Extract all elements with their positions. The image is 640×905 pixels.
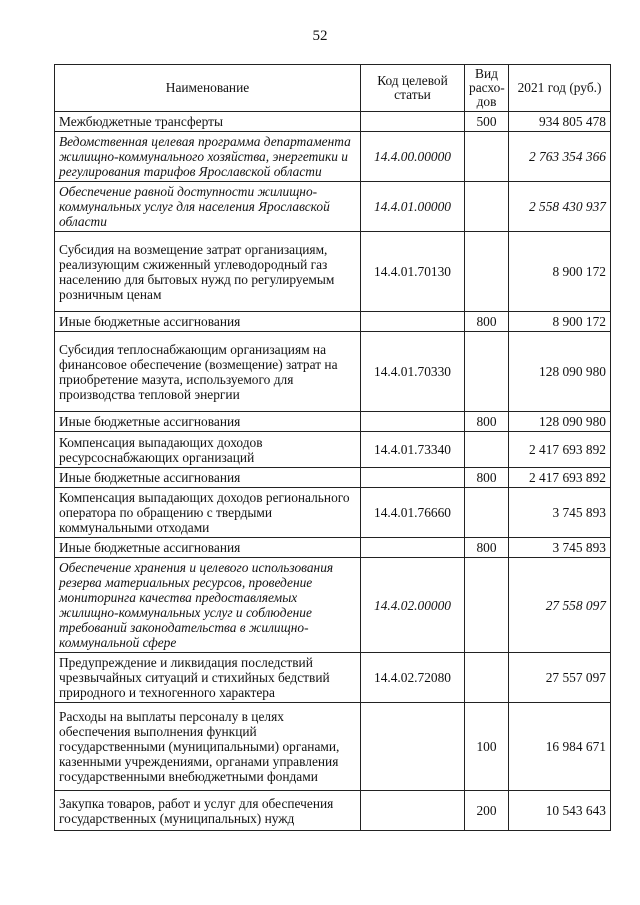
table-row <box>55 468 611 488</box>
cell-code: 14.4.01.00000 <box>361 182 465 232</box>
cell-name: Закупка товаров, работ и услуг для обеспечения государственных (муниципальных) нужд <box>55 791 361 831</box>
cell-kind: 800 <box>465 412 509 432</box>
budget-table <box>54 64 611 831</box>
table-row <box>55 558 611 653</box>
cell-name: Предупреждение и ликвидация последствий чрезвычайных ситуаций и стихийных бедствий природного и техногенного характера <box>55 653 361 703</box>
cell-amount: 3 745 893 <box>509 538 611 558</box>
table-row <box>55 488 611 538</box>
cell-code: 14.4.00.00000 <box>361 132 465 182</box>
cell-name: Иные бюджетные ассигнования <box>55 538 361 558</box>
cell-kind: 500 <box>465 112 509 132</box>
cell-amount: 27 557 097 <box>509 653 611 703</box>
cell-amount: 8 900 172 <box>509 232 611 312</box>
cell-code <box>361 791 465 831</box>
cell-kind <box>465 488 509 538</box>
table-row <box>55 791 611 831</box>
cell-code <box>361 412 465 432</box>
table-row <box>55 182 611 232</box>
cell-name: Компенсация выпадающих доходов регионального оператора по обращению с твердыми коммунальными отходами <box>55 488 361 538</box>
cell-amount: 128 090 980 <box>509 412 611 432</box>
cell-name: Ведомственная целевая программа департамента жилищно-коммунального хозяйства, энергетики и регулирования тарифов Ярославской области <box>55 132 361 182</box>
cell-kind <box>465 132 509 182</box>
cell-name: Компенсация выпадающих доходов ресурсоснабжающих организаций <box>55 432 361 468</box>
cell-code <box>361 468 465 488</box>
cell-code: 14.4.01.70130 <box>361 232 465 312</box>
cell-code: 14.4.02.72080 <box>361 653 465 703</box>
table-header-row <box>55 65 611 112</box>
header-code: Код целевой статьи <box>361 65 465 112</box>
cell-code: 14.4.01.70330 <box>361 332 465 412</box>
cell-code: 14.4.02.00000 <box>361 558 465 653</box>
table-row <box>55 232 611 312</box>
header-kind: Вид расхо-дов <box>465 65 509 112</box>
table-body <box>55 112 611 831</box>
table-row <box>55 538 611 558</box>
cell-amount: 2 417 693 892 <box>509 468 611 488</box>
cell-code: 14.4.01.73340 <box>361 432 465 468</box>
cell-amount: 128 090 980 <box>509 332 611 412</box>
cell-amount: 2 417 693 892 <box>509 432 611 468</box>
cell-kind: 100 <box>465 703 509 791</box>
table-row <box>55 703 611 791</box>
cell-amount: 27 558 097 <box>509 558 611 653</box>
cell-name: Обеспечение хранения и целевого использования резерва материальных ресурсов, проведение мониторинга качества предоставляемых жилищно-коммунальных услуг и соблюдение требований законодательства в жилищно-коммунальной сфере <box>55 558 361 653</box>
table-row <box>55 332 611 412</box>
cell-amount: 934 805 478 <box>509 112 611 132</box>
header-amount: 2021 год (руб.) <box>509 65 611 112</box>
table-row <box>55 653 611 703</box>
table-row <box>55 112 611 132</box>
cell-name: Иные бюджетные ассигнования <box>55 312 361 332</box>
cell-amount: 8 900 172 <box>509 312 611 332</box>
table-row <box>55 412 611 432</box>
cell-kind <box>465 558 509 653</box>
cell-name: Иные бюджетные ассигнования <box>55 412 361 432</box>
cell-amount: 16 984 671 <box>509 703 611 791</box>
page-number: 52 <box>312 28 328 44</box>
cell-kind: 800 <box>465 538 509 558</box>
cell-kind <box>465 232 509 312</box>
cell-name: Субсидия на возмещение затрат организациям, реализующим сжиженный углеводородный газ населению для бытовых нужд по регулируемым розничным ценам <box>55 232 361 312</box>
cell-amount: 10 543 643 <box>509 791 611 831</box>
table-row <box>55 312 611 332</box>
cell-name: Иные бюджетные ассигнования <box>55 468 361 488</box>
cell-kind: 800 <box>465 312 509 332</box>
cell-kind <box>465 432 509 468</box>
cell-code <box>361 703 465 791</box>
cell-amount: 2 763 354 366 <box>509 132 611 182</box>
cell-name: Субсидия теплоснабжающим организациям на финансовое обеспечение (возмещение) затрат на приобретение мазута, используемого для производства тепловой энергии <box>55 332 361 412</box>
cell-amount: 2 558 430 937 <box>509 182 611 232</box>
cell-kind <box>465 653 509 703</box>
cell-code <box>361 112 465 132</box>
header-name: Наименование <box>55 65 361 112</box>
cell-name: Расходы на выплаты персоналу в целях обеспечения выполнения функций государственными (муниципальными) органами, казенными учреждениями, органами управления государственными внебюджетными фондами <box>55 703 361 791</box>
table-row <box>55 432 611 468</box>
cell-name: Обеспечение равной доступности жилищно-коммунальных услуг для населения Ярославской области <box>55 182 361 232</box>
cell-kind: 800 <box>465 468 509 488</box>
cell-amount: 3 745 893 <box>509 488 611 538</box>
cell-kind <box>465 332 509 412</box>
cell-kind: 200 <box>465 791 509 831</box>
cell-code: 14.4.01.76660 <box>361 488 465 538</box>
cell-code <box>361 538 465 558</box>
cell-kind <box>465 182 509 232</box>
table-row <box>55 132 611 182</box>
cell-code <box>361 312 465 332</box>
cell-name: Межбюджетные трансферты <box>55 112 361 132</box>
